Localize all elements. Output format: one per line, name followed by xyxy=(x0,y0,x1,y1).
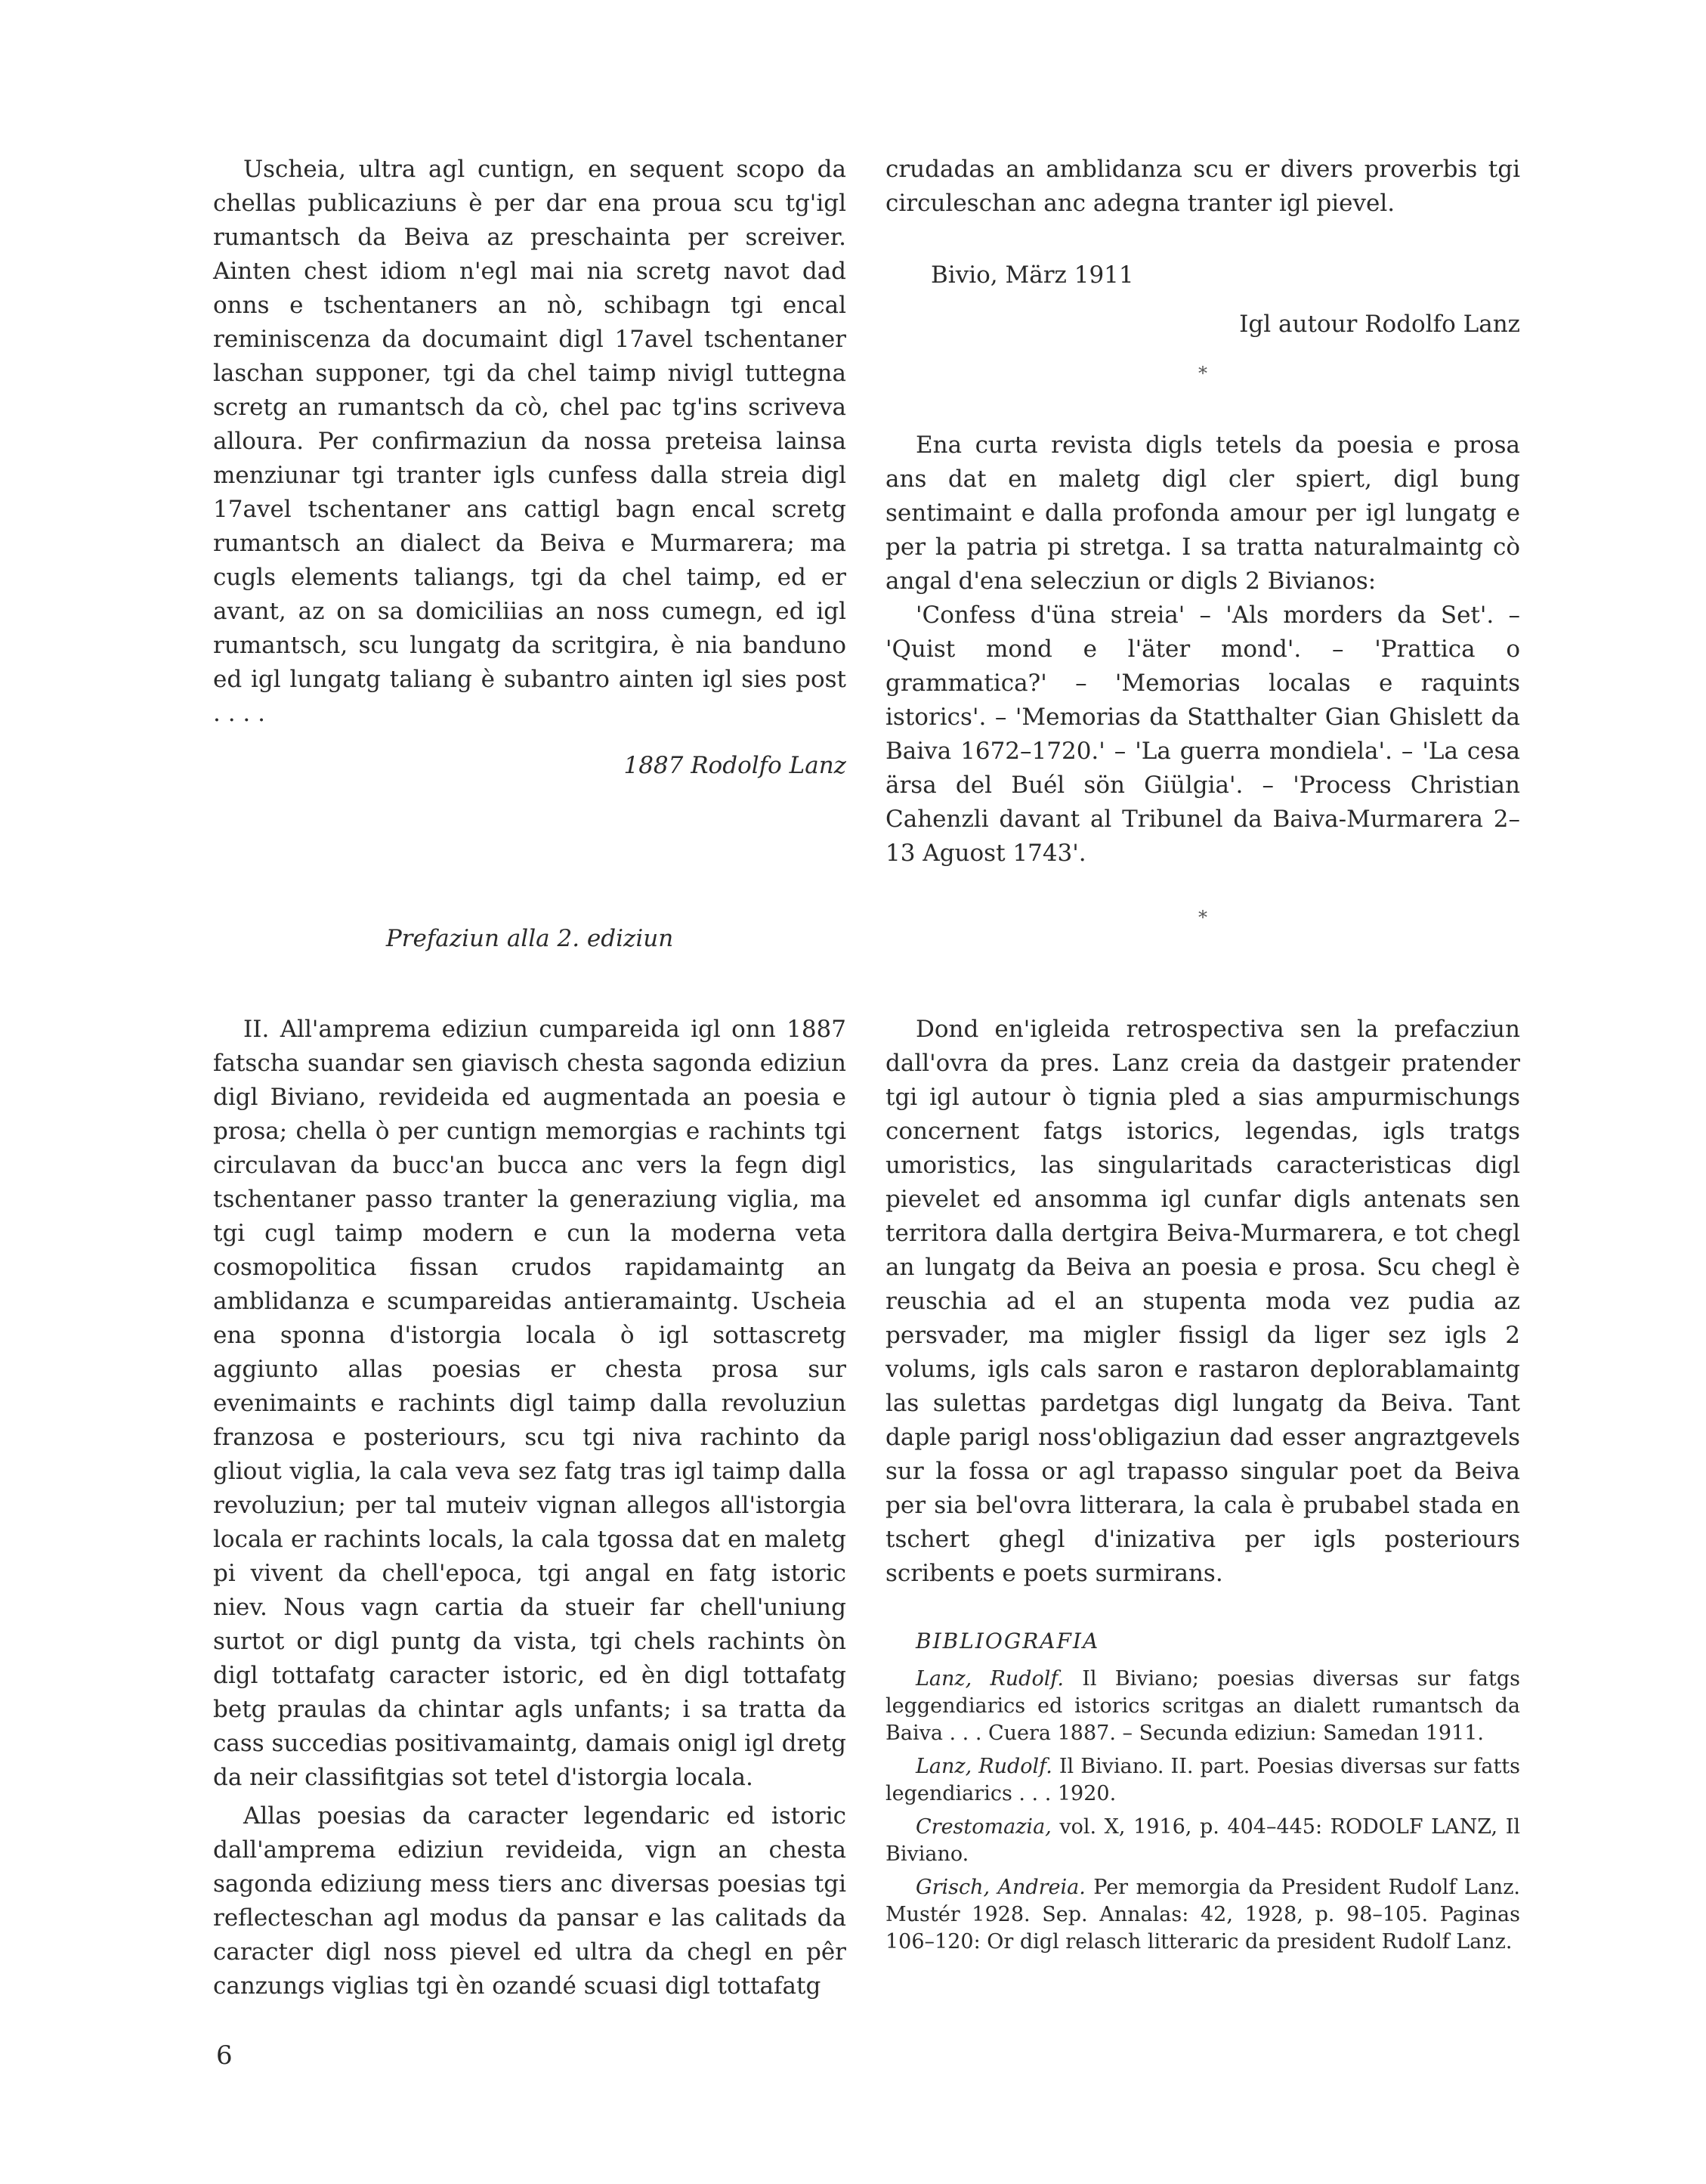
bibliography-text: Per memorgia da President Rudolf Lanz. Mustér 1928. Sep. Annalas: 42, 1928, p. 98–105. Paginas 106–120: Or digl relasch litteraric da president Rudolf Lanz. xyxy=(885,1876,1521,1954)
signature-1887: 1887 Rodolfo Lanz xyxy=(623,752,846,779)
bibliography-entry xyxy=(885,1666,1520,1747)
left-column xyxy=(213,153,846,783)
heading-second-edition: Prefaziun alla 2. ediziun xyxy=(385,925,674,952)
bibliography-list xyxy=(885,1666,1520,1956)
paragraph-dond: Dond en'igleida retrospectiva sen la prefacziun dall'ovra da pres. Lanz creia da dastgeir pratender tgi igl autour ò tignia pled a sias ampurmischungs concernent fatgs istorics, legendas, igls tratgs umoristics, las singularitads caracteristicas digl pievelet ed ansomma igl cunfar digls antenats sen territora dalla dertgira Beiva-Murmarera, e tot chegl an lungatg da Beiva an poesia e prosa. Scu chegl è reuschia ad el an stupenta moda vez pudia az persvader, ma migler fissigl da liger sez igls 2 volums, igls cals saron e rastaron deplorablamaintg las sulettas pardetgas digl lungatg da Beiva. Tant daple parigl noss'obligaziun dad esser angraztgevels sur la fossa or agl trapasso singular poet da Beiva per sia bel'ovra litterara, la cala è prubabel stada en tschert ghegl d'inizativa per igls posteriours scribents e poets surmirans. xyxy=(885,1016,1520,1587)
page-number: 6 xyxy=(216,2040,233,2071)
right-column-lower xyxy=(885,1013,1520,1956)
paragraph-ii: II. All'amprema ediziun cumpareida igl onn 1887 fatscha suandar sen giavisch chesta sagonda ediziun digl Biviano, revideida ed augmentada an poesia e prosa; chella ò per cuntign memorgias e rachints tgi circulavan da bucc'an bucca anc vers la fegn digl tschentaner passo tranter la generaziung viglia, ma tgi cugl taimp modern e cun la moderna veta cosmopolitica fissan crudos rapidamaintg an amblidanza e scumpareidas antieramaintg. Uscheia ena sponna d'istorgia locala ò igl sottascretg aggiunto allas poesias er chesta prosa sur evenimaints e rachints digl taimp dalla revoluziun franzosa e posteriours, scu tgi niva rachinto da gliout viglia, la cala veva sez fatg tras igl taimp dalla revoluziun; per tal muteiv vignan allegos all'istorgia locala er rachints locals, la cala tgossa dat en maletg pi vivent da chell'epoca, tgi angal en fatg istoric niev. Nous vagn cartia da stueir far chell'uniung surtot or digl puntg da vista, tgi chels rachints òn digl tottafatg caracter istoric, ed èn digl tottafatg betg praulas da chintar agls unfants; i sa tratta da cass succedias positivamaintg, damais onigl igl dretg da neir classifitgias sot tetel d'istorgia locala. xyxy=(213,1016,846,1791)
paragraph-revista: Ena curta revista digls tetels da poesia e prosa ans dat en maletg digl cler spiert, digl bung sentimaint e dalla profonda amour per igl lungatg e per la patria pi stretga. I sa tratta naturalmaintg cò angal d'ena selecziun or digls 2 Bivianos: xyxy=(885,432,1520,595)
bibliography-text: Il Biviano; poesias diversas sur fatgs leggendiarics ed istorics scritgas an dialett rumantsch da Baiva . . . Cuera 1887. – Secunda ediziun: Samedan 1911. xyxy=(885,1667,1521,1745)
bibliography-author: Crestomazia, xyxy=(916,1815,1052,1839)
bibliography-heading: BIBLIOGRAFIA xyxy=(916,1629,1100,1653)
bibliography-text: Il Biviano. II. part. Poesias diversas sur fatts legendiarics . . . 1920. xyxy=(885,1755,1520,1805)
signature-autour: Igl autour Rodolfo Lanz xyxy=(1239,311,1520,338)
bibliography-text: vol. X, 1916, p. 404–445: RODOLF LANZ, Il Biviano. xyxy=(885,1815,1520,1866)
left-column-lower xyxy=(213,1013,846,2003)
intro-paragraph: Uscheia, ultra agl cuntign, en sequent scopo da chellas publicaziuns è per dar ena proua scu tg'igl rumantsch da Beiva az preschainta per screiver. Ainten chest idiom n'egl mai nia scretg navot dad onns e tschentaners an nò, schibagn tgi encal reminiscenza da documaint digl 17avel tschentaner laschan supponer, tgi da chel taimp nivigl tuttegna scretg an rumantsch da cò, chel pac tg'ins scriveva alloura. Per confirmaziun da nossa preteisa lainsa menziunar tgi tranter igls cunfess dalla streia digl 17avel tschentaner ans cattigl bagn encal scretg rumantsch an dialect da Beiva e Murmarera; ma cugls elements taliangs, tgi da chel taimp, ed er avant, az on sa domiciliias an noss cumegn, ed igl rumantsch, scu lungatg da scritgira, è nia banduno ed igl lungatg taliang è subantro ainten igl sies post . . . . xyxy=(213,156,846,727)
right-column xyxy=(885,153,1520,935)
bibliography-entry xyxy=(885,1874,1520,1956)
bibliography-entry xyxy=(885,1753,1520,1808)
paragraph-titles: 'Confess d'üna streia' – 'Als morders da Set'. – 'Quist mond e l'äter mond'. – 'Prattica o grammatica?' – 'Memorias localas e raquints istorics'. – 'Memorias da Statthalter Gian Ghislett da Baiva 1672–1720.' – 'La guerra mondiela'. – 'La cesa ärsa del Buél sön Giülgia'. – 'Process Christian Cahenzli davant al Tribunel da Baiva-Murmarera 2–13 Aguost 1743'. xyxy=(885,602,1520,867)
bibliography-entry xyxy=(885,1814,1520,1868)
bibliography-author: Lanz, Rudolf. xyxy=(916,1755,1052,1778)
place-date: Bivio, März 1911 xyxy=(931,261,1134,289)
separator-star: * xyxy=(1198,363,1207,384)
separator-star: * xyxy=(1198,907,1207,928)
paragraph-allas: Allas poesias da caracter legendaric ed istoric dall'amprema ediziun revideida, vign an chesta sagonda ediziung mess tiers anc diversas poesias tgi reflecteschan agl modus da pansar e las calitads da caracter digl noss pievel ed ultra da chegl en pêr canzungs viglias tgi èn ozandé scuasi digl tottafatg xyxy=(213,1802,846,2000)
bibliography-author: Lanz, Rudolf. xyxy=(916,1667,1064,1691)
bibliography-author: Grisch, Andreia. xyxy=(916,1876,1086,1899)
continuation-paragraph: crudadas an amblidanza scu er divers proverbis tgi circuleschan anc adegna tranter igl pievel. xyxy=(885,156,1520,217)
